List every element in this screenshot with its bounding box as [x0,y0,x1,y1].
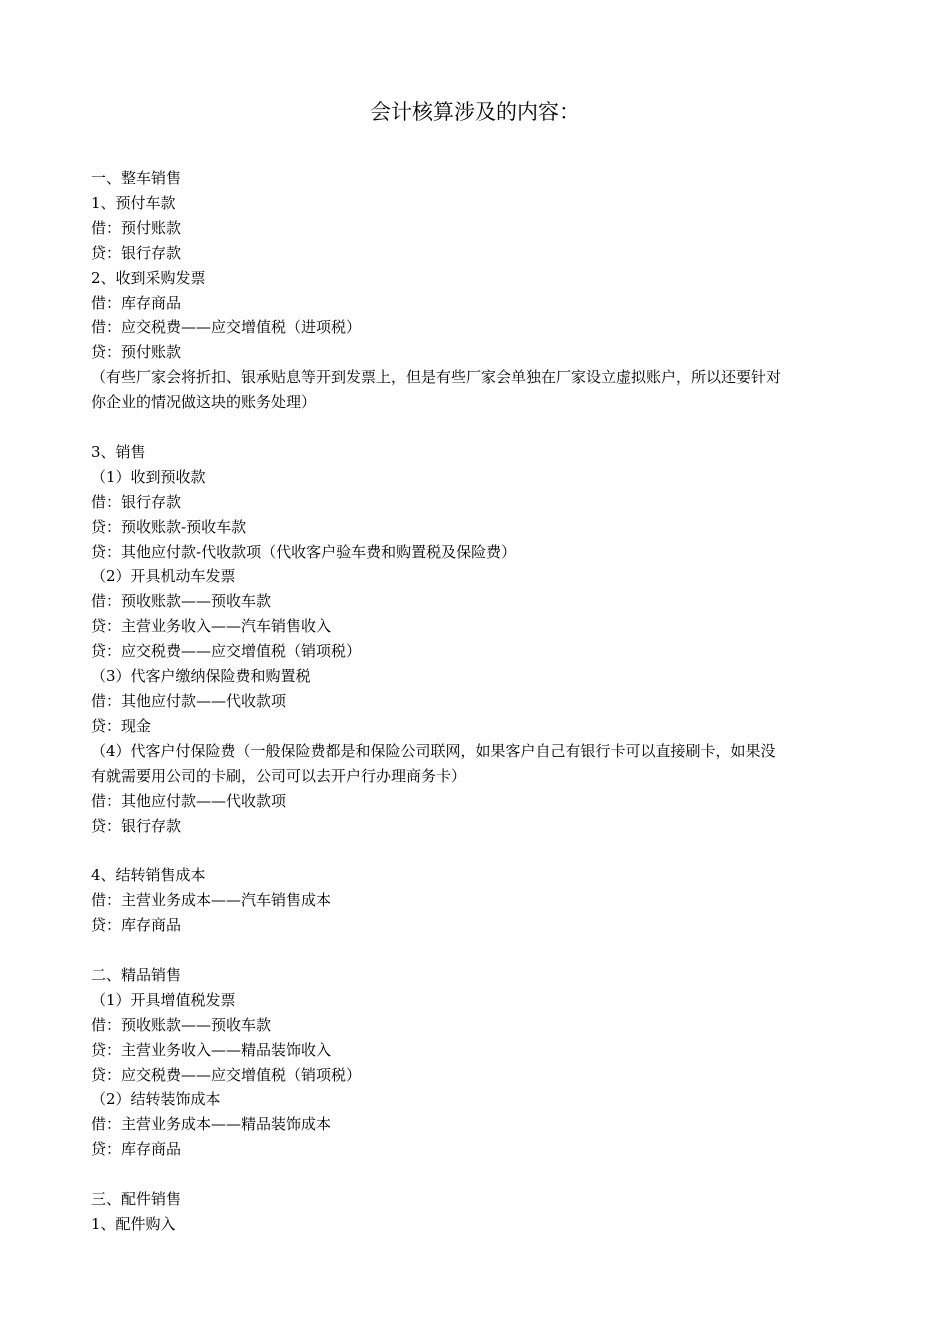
text-line: （3）代客户缴纳保险费和购置税 [91,667,311,686]
text-line: 贷：预付账款 [91,343,182,362]
text-line: 借：预收账款——预收车款 [91,592,272,611]
text-line: 借：主营业务成本——汽车销售成本 [91,891,332,910]
text-line: （4）代客户付保险费（一般保险费都是和保险公司联网，如果客户自己有银行卡可以直接刷卡，如果没 [91,741,776,760]
text-line: （2）开具机动车发票 [91,567,236,586]
document-body [91,166,881,1237]
text-line: 借：预收账款——预收车款 [91,1015,272,1034]
text-line: 贷：主营业务收入——精品装饰收入 [91,1040,332,1059]
text-line: （2）结转装饰成本 [91,1090,221,1109]
text-line: 2、收到采购发票 [91,268,206,287]
text-line: 贷：银行存款 [91,816,182,835]
text-line: 借：其他应付款——代收款项 [91,692,287,711]
text-line: 贷：库存商品 [91,916,182,935]
text-line: 贷：预收账款-预收车款 [91,517,247,536]
text-line: 借：预付账款 [91,218,182,237]
page-title: 会计核算涉及的内容： [370,100,580,124]
text-line: 贷：现金 [91,716,152,735]
text-line: （有些厂家会将折扣、银承贴息等开到发票上，但是有些厂家会单独在厂家设立虚拟账户，所以还要针对 [91,368,782,387]
text-line: 一、整车销售 [91,169,182,187]
blank-line [91,1162,881,1187]
text-line: 1、预付车款 [91,193,176,212]
text-line: 4、结转销售成本 [91,866,206,885]
text-line: 贷：库存商品 [91,1140,182,1159]
blank-line [91,938,881,963]
text-line: 借：应交税费——应交增值税（进项税） [91,318,362,337]
text-line: 借：库存商品 [91,293,182,312]
text-line: 三、配件销售 [91,1190,182,1209]
text-line: 3、销售 [91,442,146,461]
text-line: 你企业的情况做这块的账务处理） [91,393,317,412]
text-line: 贷：应交税费——应交增值税（销项税） [91,642,362,661]
text-line: 贷：银行存款 [91,243,182,262]
text-line: 1、配件购入 [91,1215,176,1233]
text-line: （1）收到预收款 [91,467,206,486]
text-line: 二、精品销售 [91,965,182,984]
text-line: 借：银行存款 [91,492,182,511]
text-line: （1）开具增值税发票 [91,990,236,1009]
text-line: 借：主营业务成本——精品装饰成本 [91,1115,332,1134]
blank-line [91,838,881,863]
text-line: 借：其他应付款——代收款项 [91,791,287,810]
text-line: 贷：主营业务收入——汽车销售收入 [91,617,332,636]
blank-line [91,415,881,440]
text-line: 贷：其他应付款-代收款项（代收客户验车费和购置税及保险费） [91,542,517,561]
text-line: 贷：应交税费——应交增值税（销项税） [91,1065,362,1084]
text-line: 有就需要用公司的卡刷，公司可以去开户行办理商务卡） [91,766,467,785]
